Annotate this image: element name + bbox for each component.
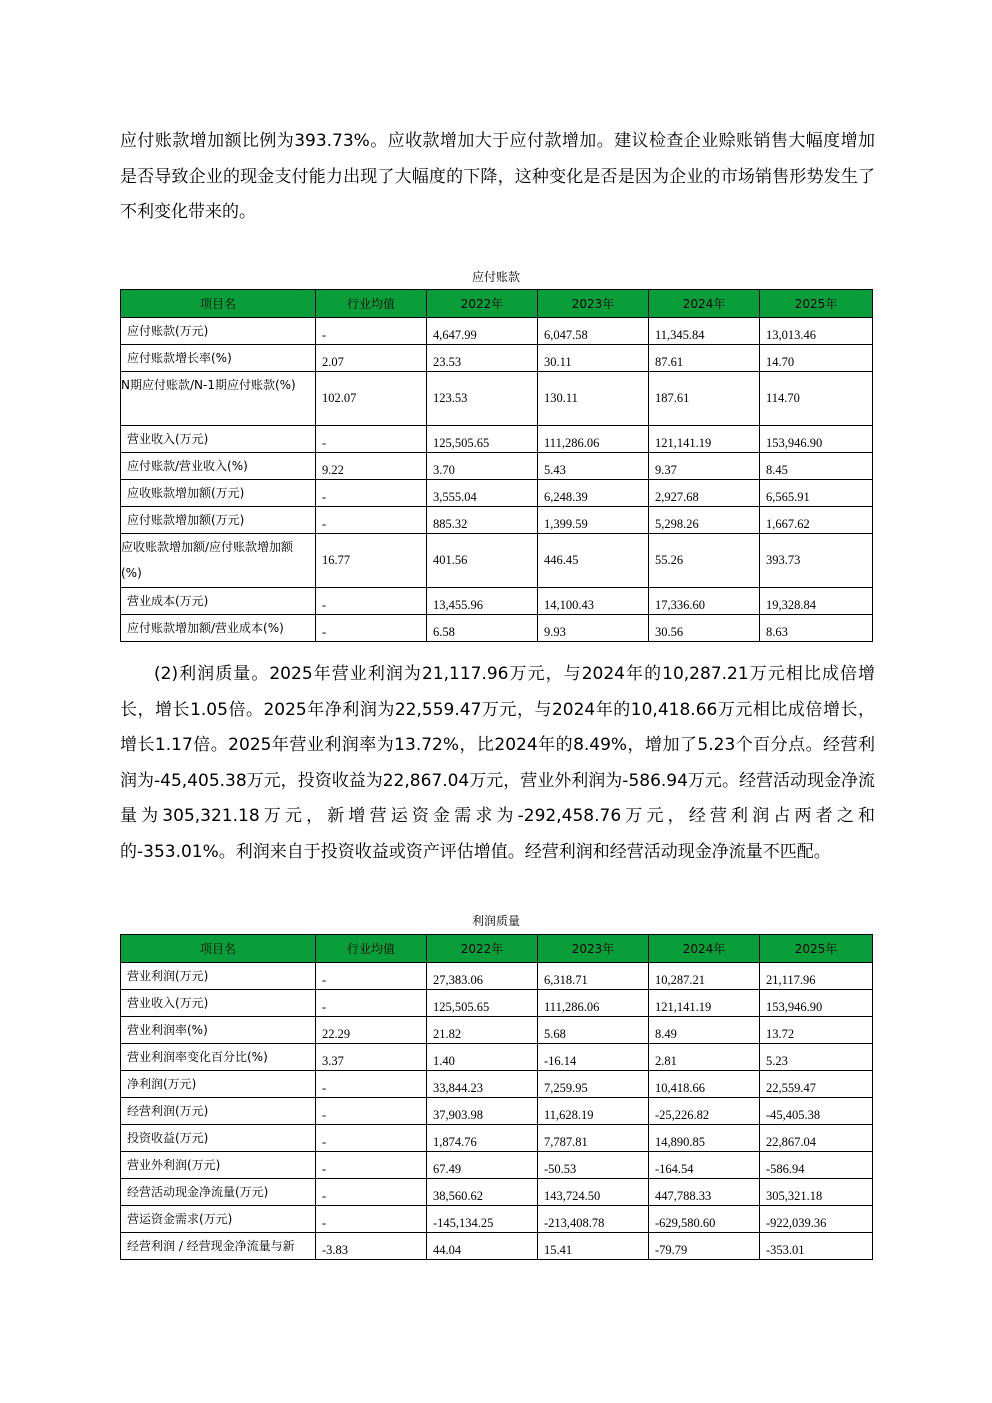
table-cell: 44.04 bbox=[427, 1233, 538, 1260]
table-row bbox=[121, 1152, 873, 1179]
row-label: 应付账款增加额/营业成本(%) bbox=[121, 615, 316, 642]
table-row bbox=[121, 372, 873, 426]
table-cell: - bbox=[316, 1098, 427, 1125]
table-cell: 2,927.68 bbox=[649, 480, 760, 507]
table-row bbox=[121, 534, 873, 588]
table-row bbox=[121, 1044, 873, 1071]
column-header: 2024年 bbox=[649, 935, 760, 963]
column-header: 2024年 bbox=[649, 290, 760, 318]
table-cell: 27,383.06 bbox=[427, 963, 538, 990]
table-cell: 393.73 bbox=[760, 534, 873, 588]
row-label: N期应付账款/N-1期应付账款(%) bbox=[121, 372, 316, 426]
table-cell: 6,047.58 bbox=[538, 318, 649, 345]
table-cell: 13,455.96 bbox=[427, 588, 538, 615]
table-cell: 9.37 bbox=[649, 453, 760, 480]
table-cell: 6.58 bbox=[427, 615, 538, 642]
table-cell: 33,844.23 bbox=[427, 1071, 538, 1098]
column-header: 行业均值 bbox=[316, 935, 427, 963]
row-label: 营业利润率(%) bbox=[121, 1017, 316, 1044]
table-row bbox=[121, 453, 873, 480]
table-cell: 30.56 bbox=[649, 615, 760, 642]
table-row bbox=[121, 426, 873, 453]
table-cell: 130.11 bbox=[538, 372, 649, 426]
row-label: 经营活动现金净流量(万元) bbox=[121, 1179, 316, 1206]
column-header: 2025年 bbox=[760, 935, 873, 963]
table-cell: -3.83 bbox=[316, 1233, 427, 1260]
table-row bbox=[121, 1125, 873, 1152]
table-cell: 6,318.71 bbox=[538, 963, 649, 990]
table-cell: - bbox=[316, 588, 427, 615]
table-cell: 401.56 bbox=[427, 534, 538, 588]
table-cell: 9.93 bbox=[538, 615, 649, 642]
table-cell: 3.70 bbox=[427, 453, 538, 480]
table-cell: 13.72 bbox=[760, 1017, 873, 1044]
row-label: 应收账款增加额/应付账款增加额(%) bbox=[121, 534, 316, 588]
table-cell: 22,559.47 bbox=[760, 1071, 873, 1098]
table-cell: -629,580.60 bbox=[649, 1206, 760, 1233]
table-cell: 102.07 bbox=[316, 372, 427, 426]
row-label: 营运资金需求(万元) bbox=[121, 1206, 316, 1233]
table-cell: - bbox=[316, 1206, 427, 1233]
table-cell: 15.41 bbox=[538, 1233, 649, 1260]
profit-quality-table bbox=[120, 934, 873, 1260]
table-cell: 8.49 bbox=[649, 1017, 760, 1044]
table-cell: 21,117.96 bbox=[760, 963, 873, 990]
table-row bbox=[121, 588, 873, 615]
row-label: 营业收入(万元) bbox=[121, 990, 316, 1017]
table-cell: 125,505.65 bbox=[427, 990, 538, 1017]
table-cell: - bbox=[316, 963, 427, 990]
row-label: 营业成本(万元) bbox=[121, 588, 316, 615]
table-cell: - bbox=[316, 480, 427, 507]
table-cell: 17,336.60 bbox=[649, 588, 760, 615]
table-cell: - bbox=[316, 1152, 427, 1179]
table-cell: 447,788.33 bbox=[649, 1179, 760, 1206]
row-label: 营业收入(万元) bbox=[121, 426, 316, 453]
table-row bbox=[121, 990, 873, 1017]
row-label: 投资收益(万元) bbox=[121, 1125, 316, 1152]
accounts-payable-table bbox=[120, 289, 873, 642]
table-cell: 10,418.66 bbox=[649, 1071, 760, 1098]
table-cell: -16.14 bbox=[538, 1044, 649, 1071]
table-cell: 5.23 bbox=[760, 1044, 873, 1071]
table-cell: 4,647.99 bbox=[427, 318, 538, 345]
column-header: 2022年 bbox=[427, 935, 538, 963]
table-cell: 11,628.19 bbox=[538, 1098, 649, 1125]
table-cell: 153,946.90 bbox=[760, 426, 873, 453]
table-cell: 67.49 bbox=[427, 1152, 538, 1179]
table-cell: - bbox=[316, 1179, 427, 1206]
table-cell: - bbox=[316, 990, 427, 1017]
table-cell: -50.53 bbox=[538, 1152, 649, 1179]
table-cell: -145,134.25 bbox=[427, 1206, 538, 1233]
table-cell: 8.45 bbox=[760, 453, 873, 480]
table-cell: - bbox=[316, 507, 427, 534]
column-header: 2025年 bbox=[760, 290, 873, 318]
table-cell: 6,248.39 bbox=[538, 480, 649, 507]
table-cell: - bbox=[316, 615, 427, 642]
table-row bbox=[121, 1071, 873, 1098]
table-cell: 14,890.85 bbox=[649, 1125, 760, 1152]
row-label: 营业利润(万元) bbox=[121, 963, 316, 990]
row-label: 营业外利润(万元) bbox=[121, 1152, 316, 1179]
table-row bbox=[121, 1179, 873, 1206]
column-header: 行业均值 bbox=[316, 290, 427, 318]
row-label: 应付账款增长率(%) bbox=[121, 345, 316, 372]
table-cell: 22,867.04 bbox=[760, 1125, 873, 1152]
row-label: 应收账款增加额(万元) bbox=[121, 480, 316, 507]
table-cell: 153,946.90 bbox=[760, 990, 873, 1017]
table-cell: 111,286.06 bbox=[538, 990, 649, 1017]
table-cell: 37,903.98 bbox=[427, 1098, 538, 1125]
table-row bbox=[121, 480, 873, 507]
table-cell: 87.61 bbox=[649, 345, 760, 372]
table-cell: 2.81 bbox=[649, 1044, 760, 1071]
column-header: 2023年 bbox=[538, 290, 649, 318]
table-cell: 446.45 bbox=[538, 534, 649, 588]
table-cell: -79.79 bbox=[649, 1233, 760, 1260]
table-cell: 5.43 bbox=[538, 453, 649, 480]
row-label: 应付账款(万元) bbox=[121, 318, 316, 345]
table-cell: -213,408.78 bbox=[538, 1206, 649, 1233]
profit-quality-paragraph: (2)利润质量。2025年营业利润为21,117.96万元，与2024年的10,287.21万元相比成倍增长，增长1.05倍。2025年净利润为22,559.47万元，与2024年的10,418.66万元相比成倍增长，增长1.17倍。2025年营业利润率为13.72%，比2024年的8.49%，增加了5.23个百分点。经营利润为-45,405.38万元，投资收益为22,867.04万元，营业外利润为-586.94万元。经营活动现金净流量为305,321.18万元，新增营运资金需求为-292,458.76万元，经营利润占两者之和的-353.01%。利润来自于投资收益或资产评估增值。经营利润和经营活动现金净流量不匹配。 bbox=[120, 664, 875, 862]
column-header: 2022年 bbox=[427, 290, 538, 318]
table-row bbox=[121, 1233, 873, 1260]
table-cell: 7,787.81 bbox=[538, 1125, 649, 1152]
table-row bbox=[121, 1098, 873, 1125]
table-cell: 5,298.26 bbox=[649, 507, 760, 534]
table-cell: 121,141.19 bbox=[649, 990, 760, 1017]
table-cell: 11,345.84 bbox=[649, 318, 760, 345]
table-cell: - bbox=[316, 1071, 427, 1098]
row-label: 应付账款/营业收入(%) bbox=[121, 453, 316, 480]
table-row bbox=[121, 963, 873, 990]
table-cell: -164.54 bbox=[649, 1152, 760, 1179]
table-caption-profit-quality: 利润质量 bbox=[471, 914, 520, 928]
table-cell: 1,667.62 bbox=[760, 507, 873, 534]
table-cell: 5.68 bbox=[538, 1017, 649, 1044]
table-cell: 1,399.59 bbox=[538, 507, 649, 534]
row-label: 经营利润(万元) bbox=[121, 1098, 316, 1125]
table-cell: 6,565.91 bbox=[760, 480, 873, 507]
table-cell: -45,405.38 bbox=[760, 1098, 873, 1125]
row-label: 营业利润率变化百分比(%) bbox=[121, 1044, 316, 1071]
row-label: 经营利润 / 经营现金净流量与新 bbox=[121, 1233, 316, 1260]
row-label: 净利润(万元) bbox=[121, 1071, 316, 1098]
table-cell: 1.40 bbox=[427, 1044, 538, 1071]
table-header-row bbox=[121, 290, 873, 318]
table-cell: 111,286.06 bbox=[538, 426, 649, 453]
table-cell: -922,039.36 bbox=[760, 1206, 873, 1233]
table-row bbox=[121, 615, 873, 642]
table-cell: 16.77 bbox=[316, 534, 427, 588]
table-cell: 19,328.84 bbox=[760, 588, 873, 615]
table-cell: - bbox=[316, 1125, 427, 1152]
table-cell: 8.63 bbox=[760, 615, 873, 642]
table-cell: 10,287.21 bbox=[649, 963, 760, 990]
table-cell: 9.22 bbox=[316, 453, 427, 480]
table-caption-accounts-payable: 应付账款 bbox=[471, 270, 520, 284]
table-row bbox=[121, 1206, 873, 1233]
table-header-row bbox=[121, 935, 873, 963]
table-cell: 1,874.76 bbox=[427, 1125, 538, 1152]
table-cell: 123.53 bbox=[427, 372, 538, 426]
table-cell: 2.07 bbox=[316, 345, 427, 372]
table-cell: 305,321.18 bbox=[760, 1179, 873, 1206]
table-cell: 30.11 bbox=[538, 345, 649, 372]
table-cell: 14,100.43 bbox=[538, 588, 649, 615]
row-label: 应付账款增加额(万元) bbox=[121, 507, 316, 534]
table-cell: -25,226.82 bbox=[649, 1098, 760, 1125]
table-cell: 23.53 bbox=[427, 345, 538, 372]
intro-paragraph: 应付账款增加额比例为393.73%。应收款增加大于应付款增加。建议检查企业赊账销售大幅度增加是否导致企业的现金支付能力出现了大幅度的下降，这种变化是否是因为企业的市场销售形势发生了不利变化带来的。 bbox=[120, 131, 875, 222]
column-header: 项目名 bbox=[121, 290, 316, 318]
table-cell: -586.94 bbox=[760, 1152, 873, 1179]
table-cell: 22.29 bbox=[316, 1017, 427, 1044]
table-cell: 125,505.65 bbox=[427, 426, 538, 453]
table-cell: 121,141.19 bbox=[649, 426, 760, 453]
table-cell: -353.01 bbox=[760, 1233, 873, 1260]
table-cell: 7,259.95 bbox=[538, 1071, 649, 1098]
table-cell: 14.70 bbox=[760, 345, 873, 372]
table-cell: 3.37 bbox=[316, 1044, 427, 1071]
table-row bbox=[121, 345, 873, 372]
table-cell: - bbox=[316, 318, 427, 345]
table-cell: - bbox=[316, 426, 427, 453]
table-cell: 3,555.04 bbox=[427, 480, 538, 507]
table-cell: 885.32 bbox=[427, 507, 538, 534]
table-cell: 55.26 bbox=[649, 534, 760, 588]
table-cell: 114.70 bbox=[760, 372, 873, 426]
column-header: 2023年 bbox=[538, 935, 649, 963]
table-cell: 143,724.50 bbox=[538, 1179, 649, 1206]
table-cell: 38,560.62 bbox=[427, 1179, 538, 1206]
table-cell: 187.61 bbox=[649, 372, 760, 426]
table-row bbox=[121, 1017, 873, 1044]
table-cell: 21.82 bbox=[427, 1017, 538, 1044]
column-header: 项目名 bbox=[121, 935, 316, 963]
table-cell: 13,013.46 bbox=[760, 318, 873, 345]
table-row bbox=[121, 507, 873, 534]
table-row bbox=[121, 318, 873, 345]
